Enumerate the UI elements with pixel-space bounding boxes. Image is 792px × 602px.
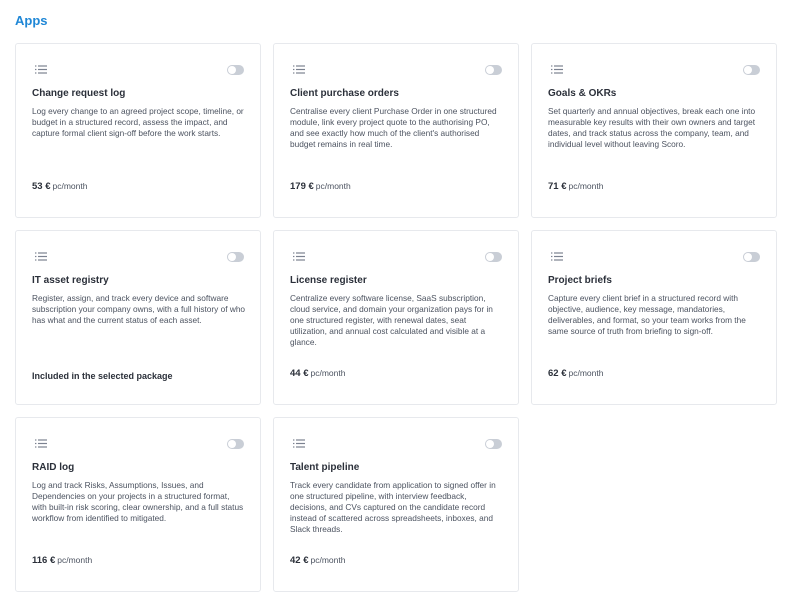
enable-toggle[interactable] (485, 439, 502, 449)
price-unit: pc/month (57, 555, 93, 565)
list-icon (35, 252, 47, 261)
list-icon (35, 65, 47, 74)
app-card (273, 43, 519, 218)
app-name: Project briefs (548, 275, 612, 286)
app-description: Register, assign, and track every device and software subscription your company owns, with a full history of who has what and the current status of each asset. (32, 293, 246, 325)
enable-toggle[interactable] (743, 252, 760, 262)
price-unit: pc/month (568, 368, 604, 378)
price-amount: 116 € (32, 555, 56, 566)
app-name: License register (290, 275, 367, 286)
app-description: Centralize every software license, SaaS subscription, cloud service, and domain your organization pays for in one structured register, with renewal dates, seat utilization, and annual cost calculated and visible at a glance. (290, 293, 493, 347)
app-name: IT asset registry (32, 275, 109, 286)
toggle-knob (228, 253, 236, 261)
toggle-knob (744, 66, 752, 74)
list-icon (551, 65, 563, 74)
app-price (548, 368, 603, 379)
app-name: Goals & OKRs (548, 88, 617, 99)
price-amount: 71 € (548, 181, 567, 192)
enable-toggle[interactable] (485, 65, 502, 75)
toggle-knob (486, 66, 494, 74)
app-price (290, 181, 351, 192)
price-amount: 53 € (32, 181, 51, 192)
price-unit: pc/month (52, 181, 88, 191)
toggle-knob (486, 253, 494, 261)
app-price (32, 181, 87, 192)
list-icon (293, 439, 305, 448)
app-card (15, 417, 261, 592)
app-description: Track every candidate from application to signed offer in one structured pipeline, with interview feedback, decisions, and CVs captured on the candidate record instead of scattered across spreadsheets, inboxes, and Slack threads. (290, 480, 496, 534)
included-label: Included in the selected package (32, 371, 173, 381)
enable-toggle[interactable] (485, 252, 502, 262)
price-unit: pc/month (568, 181, 604, 191)
price-unit: pc/month (310, 368, 346, 378)
app-description: Set quarterly and annual objectives, break each one into measurable key results with their own owners and target dates, and track status across the company, team, and individual level without leaving Scoro. (548, 106, 756, 149)
price-unit: pc/month (315, 181, 351, 191)
list-icon (35, 439, 47, 448)
toggle-knob (744, 253, 752, 261)
toggle-knob (228, 66, 236, 74)
page-title: Apps (15, 13, 48, 28)
price-amount: 179 € (290, 181, 314, 192)
list-icon (551, 252, 563, 261)
enable-toggle[interactable] (227, 252, 244, 262)
app-description: Centralise every client Purchase Order in one structured module, link every project quote to the authorising PO, and see exactly how much of the client's authorised budget remains in real time. (290, 106, 497, 149)
enable-toggle[interactable] (743, 65, 760, 75)
price-amount: 42 € (290, 555, 309, 566)
app-card (15, 230, 261, 405)
price-amount: 44 € (290, 368, 309, 379)
app-grid (15, 43, 777, 592)
app-price (548, 181, 603, 192)
list-icon (293, 65, 305, 74)
list-icon (293, 252, 305, 261)
app-price (290, 368, 345, 379)
app-card (273, 417, 519, 592)
app-card (531, 43, 777, 218)
toggle-knob (228, 440, 236, 448)
enable-toggle[interactable] (227, 439, 244, 449)
app-name: Client purchase orders (290, 88, 399, 99)
app-card (273, 230, 519, 405)
toggle-knob (486, 440, 494, 448)
app-description: Log and track Risks, Assumptions, Issues, and Dependencies on your projects in a structured format, with built-in risk scoring, clear ownership, and a full status workflow from identified to mitigated. (32, 480, 244, 523)
app-card (531, 230, 777, 405)
app-name: Change request log (32, 88, 126, 99)
app-card (15, 43, 261, 218)
app-description: Capture every client brief in a structured record with objective, audience, key message, mandatories, deliverables, and format, so your team works from the same source of truth from briefing to sign-off. (548, 293, 746, 336)
app-name: Talent pipeline (290, 462, 360, 473)
app-price (32, 555, 92, 566)
app-name: RAID log (32, 462, 75, 473)
app-description: Log every change to an agreed project scope, timeline, or budget in a structured record, assess the impact, and capture formal client sign-off before the work starts. (32, 106, 244, 138)
price-amount: 62 € (548, 368, 567, 379)
price-unit: pc/month (310, 555, 346, 565)
app-price (290, 555, 345, 566)
enable-toggle[interactable] (227, 65, 244, 75)
